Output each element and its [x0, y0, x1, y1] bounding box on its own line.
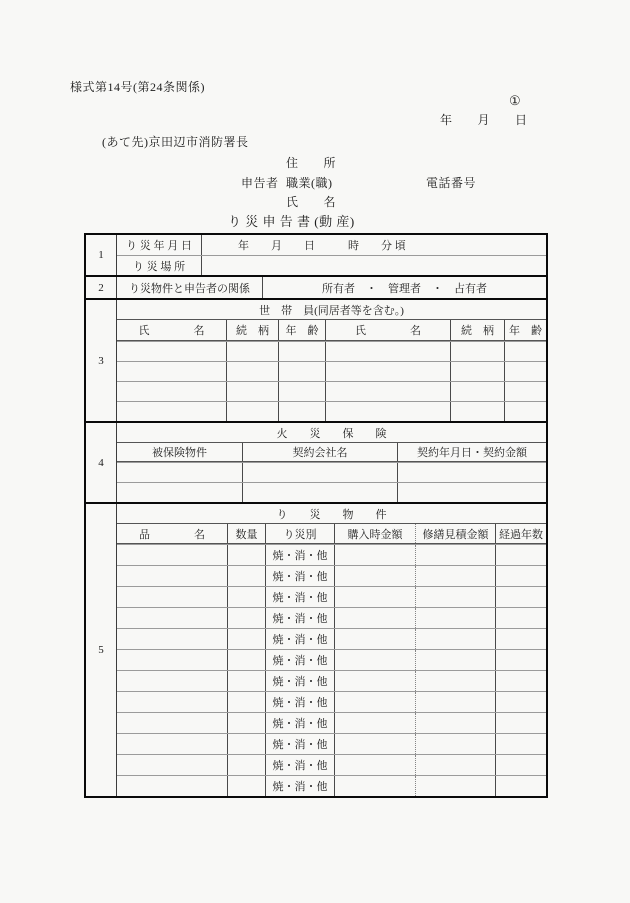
damage-type-options: 焼・消・他	[265, 587, 334, 607]
empty-cell	[334, 587, 415, 607]
col-header-relationship: 続 柄	[226, 320, 278, 340]
damage-type-options: 焼・消・他	[265, 545, 334, 565]
empty-cell	[227, 734, 265, 754]
empty-cell	[227, 545, 265, 565]
empty-cell	[117, 587, 227, 607]
empty-cell	[334, 776, 415, 796]
damage-type-options: 焼・消・他	[265, 692, 334, 712]
empty-cell	[117, 362, 226, 381]
empty-cell	[117, 382, 226, 401]
item-row	[117, 607, 546, 628]
empty-cell	[334, 755, 415, 775]
fire-insurance-header: 火 災 保 険	[117, 423, 546, 443]
empty-cell	[415, 566, 495, 586]
empty-cell	[242, 463, 397, 482]
household-row	[117, 361, 546, 381]
item-row	[117, 649, 546, 670]
date-line: 年 月 日	[440, 113, 528, 127]
section-number: 4	[86, 423, 117, 502]
col-header-contract-company: 契約会社名	[242, 443, 397, 461]
empty-cell	[334, 734, 415, 754]
empty-cell	[495, 587, 546, 607]
insurance-row	[117, 462, 546, 482]
empty-cell	[227, 650, 265, 670]
empty-cell	[334, 713, 415, 733]
occupation-label: 職業(職)	[286, 176, 333, 190]
empty-cell	[495, 608, 546, 628]
col-header-elapsed-years: 経過年数	[495, 524, 546, 543]
empty-cell	[495, 671, 546, 691]
empty-cell	[334, 692, 415, 712]
empty-cell	[117, 629, 227, 649]
col-header-name: 氏 名	[138, 325, 205, 337]
empty-cell	[117, 755, 227, 775]
household-header: 世 帯 員(同居者等を含む。)	[117, 300, 546, 320]
declaration-table	[84, 233, 548, 798]
damage-type-options: 焼・消・他	[265, 671, 334, 691]
empty-cell	[495, 755, 546, 775]
empty-cell	[117, 713, 227, 733]
empty-cell	[334, 629, 415, 649]
empty-cell	[415, 545, 495, 565]
item-row	[117, 565, 546, 586]
empty-cell	[415, 734, 495, 754]
section-number: 3	[86, 300, 117, 421]
empty-cell	[278, 362, 325, 381]
col-header-name: 氏 名	[325, 320, 450, 340]
damage-type-options: 焼・消・他	[265, 776, 334, 796]
empty-cell	[117, 608, 227, 628]
empty-cell	[117, 463, 242, 482]
empty-cell	[495, 692, 546, 712]
empty-cell	[334, 566, 415, 586]
empty-cell	[278, 342, 325, 361]
col-header-purchase-amount: 購入時金額	[334, 524, 415, 543]
empty-cell	[117, 776, 227, 796]
empty-cell	[495, 545, 546, 565]
empty-cell	[226, 362, 278, 381]
item-row	[117, 691, 546, 712]
col-header-quantity: 数量	[227, 524, 265, 543]
section-damaged-items	[86, 502, 546, 796]
relation-options: 所有者 ・ 管理者 ・ 占有者	[262, 277, 546, 298]
section-number: 1	[86, 235, 117, 275]
empty-cell	[495, 566, 546, 586]
col-header-contract-date-amount: 契約年月日・契約金額	[397, 443, 546, 461]
household-row	[117, 341, 546, 361]
empty-cell	[495, 734, 546, 754]
empty-cell	[450, 342, 504, 361]
household-row	[117, 381, 546, 401]
disaster-date-value: 年 月 日 時 分 頃	[201, 235, 546, 255]
empty-cell	[117, 650, 227, 670]
empty-cell	[117, 483, 242, 502]
empty-cell	[495, 629, 546, 649]
empty-cell	[117, 402, 226, 421]
empty-cell	[415, 755, 495, 775]
empty-cell	[242, 483, 397, 502]
household-row	[117, 401, 546, 421]
col-header-insured-property: 被保険物件	[152, 447, 207, 459]
damage-type-options: 焼・消・他	[265, 650, 334, 670]
empty-cell	[495, 650, 546, 670]
section-relation	[86, 275, 546, 298]
empty-cell	[504, 342, 546, 361]
col-header-age: 年 齢	[278, 320, 325, 340]
item-row	[117, 775, 546, 796]
empty-cell	[117, 671, 227, 691]
empty-cell	[226, 402, 278, 421]
empty-cell	[415, 692, 495, 712]
damaged-items-header: り 災 物 件	[117, 504, 546, 524]
section-household	[86, 298, 546, 421]
empty-cell	[227, 776, 265, 796]
empty-cell	[227, 671, 265, 691]
applicant-label: 申告者	[241, 176, 279, 190]
section-number: 5	[86, 504, 117, 796]
name-label: 氏 名	[286, 195, 337, 209]
item-row	[117, 754, 546, 775]
relation-label: り災物件と申告者の関係	[129, 282, 250, 295]
empty-cell	[227, 566, 265, 586]
empty-cell	[226, 382, 278, 401]
empty-cell	[227, 608, 265, 628]
addressee-line: (あて先)京田辺市消防署長	[102, 135, 249, 149]
empty-cell	[278, 382, 325, 401]
empty-cell	[415, 671, 495, 691]
disaster-place-value	[201, 256, 546, 275]
damage-type-options: 焼・消・他	[265, 566, 334, 586]
empty-cell	[495, 713, 546, 733]
damage-type-options: 焼・消・他	[265, 713, 334, 733]
empty-cell	[450, 402, 504, 421]
empty-cell	[415, 608, 495, 628]
section-disaster-date	[86, 235, 546, 275]
empty-cell	[117, 566, 227, 586]
empty-cell	[415, 776, 495, 796]
empty-cell	[334, 545, 415, 565]
empty-cell	[415, 713, 495, 733]
damage-type-options: 焼・消・他	[265, 608, 334, 628]
address-label: 住 所	[286, 156, 337, 170]
form-title: り 災 申 告 書 (動 産)	[228, 214, 355, 229]
empty-cell	[415, 587, 495, 607]
empty-cell	[278, 402, 325, 421]
empty-cell	[227, 629, 265, 649]
empty-cell	[504, 362, 546, 381]
item-row	[117, 544, 546, 565]
empty-cell	[227, 692, 265, 712]
damage-type-options: 焼・消・他	[265, 734, 334, 754]
item-row	[117, 712, 546, 733]
section-fire-insurance	[86, 421, 546, 502]
form-number-label: 様式第14号(第24条関係)	[70, 80, 205, 94]
empty-cell	[117, 692, 227, 712]
empty-cell	[227, 713, 265, 733]
empty-cell	[325, 402, 450, 421]
section-number: 2	[86, 277, 117, 298]
empty-cell	[334, 650, 415, 670]
empty-cell	[504, 402, 546, 421]
empty-cell	[415, 650, 495, 670]
col-header-item-name: 品 名	[139, 528, 205, 541]
empty-cell	[325, 382, 450, 401]
empty-cell	[227, 587, 265, 607]
empty-cell	[325, 362, 450, 381]
empty-cell	[397, 483, 546, 502]
empty-cell	[117, 342, 226, 361]
col-header-age: 年 齢	[504, 320, 546, 340]
disaster-place-label: り 災 場 所	[132, 260, 186, 273]
item-row	[117, 586, 546, 607]
item-row	[117, 733, 546, 754]
empty-cell	[117, 734, 227, 754]
empty-cell	[334, 608, 415, 628]
empty-cell	[334, 671, 415, 691]
phone-number-label: 電話番号	[426, 176, 477, 190]
damage-type-options: 焼・消・他	[265, 629, 334, 649]
col-header-relationship: 続 柄	[450, 320, 504, 340]
empty-cell	[495, 776, 546, 796]
insurance-row	[117, 482, 546, 502]
empty-cell	[117, 545, 227, 565]
item-row	[117, 628, 546, 649]
empty-cell	[397, 463, 546, 482]
col-header-damage-type: り災別	[265, 524, 334, 543]
disaster-date-label: り 災 年 月 日	[126, 240, 192, 252]
empty-cell	[450, 382, 504, 401]
empty-cell	[227, 755, 265, 775]
empty-cell	[504, 382, 546, 401]
page-number-badge: ①	[509, 93, 522, 108]
col-header-repair-estimate: 修繕見積金額	[415, 524, 495, 543]
empty-cell	[450, 362, 504, 381]
damage-type-options: 焼・消・他	[265, 755, 334, 775]
empty-cell	[415, 629, 495, 649]
empty-cell	[325, 342, 450, 361]
empty-cell	[226, 342, 278, 361]
item-row	[117, 670, 546, 691]
